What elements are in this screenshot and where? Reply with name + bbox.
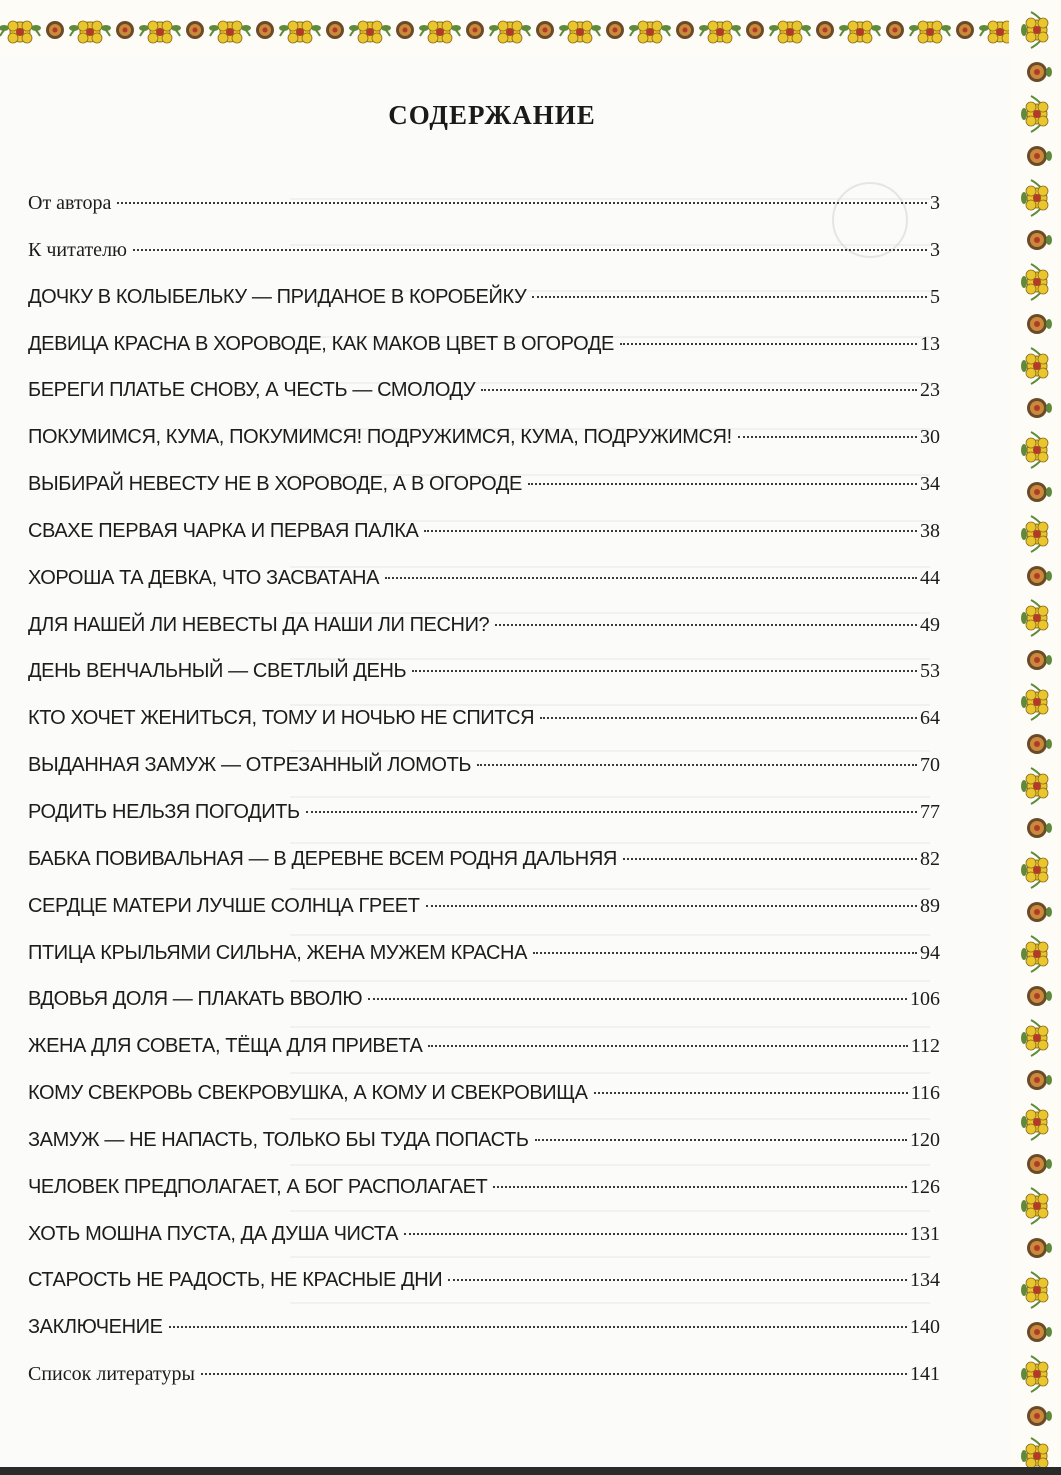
toc-entry-title: ПОКУМИМСЯ, КУМА, ПОКУМИМСЯ! ПОДРУЖИМСЯ, КУМА, ПОДРУЖИМСЯ! (28, 426, 732, 449)
toc-entry-title: БЕРЕГИ ПЛАТЬЕ СНОВУ, А ЧЕСТЬ — СМОЛОДУ (28, 379, 476, 402)
toc-entry-title: ДЛЯ НАШЕЙ ЛИ НЕВЕСТЫ ДА НАШИ ЛИ ПЕСНИ? (28, 613, 490, 636)
toc-entry-title: КТО ХОЧЕТ ЖЕНИТЬСЯ, ТОМУ И НОЧЬЮ НЕ СПИТСЯ (28, 707, 535, 730)
toc-page-number: 140 (910, 1316, 940, 1339)
table-of-contents (28, 184, 940, 1402)
toc-leader-dots (424, 530, 917, 532)
toc-entry-title: СЕРДЦЕ МАТЕРИ ЛУЧШЕ СОЛНЦА ГРЕЕТ (28, 894, 420, 917)
toc-page-number: 134 (910, 1269, 940, 1292)
toc-entry-title: ХОРОША ТА ДЕВКА, ЧТО ЗАСВАТАНА (28, 566, 380, 589)
toc-page-number: 141 (910, 1363, 940, 1386)
toc-entry[interactable] (28, 1215, 940, 1262)
toc-entry-title: БАБКА ПОВИВАЛЬНАЯ — В ДЕРЕВНЕ ВСЕМ РОДНЯ ДАЛЬНЯЯ (28, 847, 617, 870)
toc-page-number: 3 (930, 192, 940, 214)
toc-entry[interactable] (28, 465, 940, 512)
toc-page-number: 77 (920, 800, 940, 823)
toc-page-number: 23 (920, 379, 940, 402)
toc-leader-dots (412, 670, 917, 672)
toc-leader-dots (404, 1233, 907, 1235)
toc-entry-title: От автора (28, 192, 112, 214)
toc-entry[interactable] (28, 606, 940, 653)
toc-entry-title: ВДОВЬЯ ДОЛЯ — ПЛАКАТЬ ВВОЛЮ (28, 988, 363, 1011)
toc-leader-dots (169, 1326, 907, 1328)
bottom-edge (0, 1467, 1061, 1475)
toc-entry[interactable] (28, 325, 940, 372)
toc-entry[interactable] (28, 231, 940, 278)
toc-entry[interactable] (28, 278, 940, 325)
toc-leader-dots (385, 577, 917, 579)
page-title: СОДЕРЖАНИЕ (388, 100, 596, 130)
toc-leader-dots (535, 1139, 907, 1141)
toc-leader-dots (540, 717, 917, 719)
toc-entry-title: РОДИТЬ НЕЛЬЗЯ ПОГОДИТЬ (28, 800, 300, 823)
toc-page-number: 82 (920, 847, 940, 870)
toc-leader-dots (623, 858, 917, 860)
toc-leader-dots (594, 1092, 908, 1094)
toc-entry-title: Список литературы (28, 1363, 195, 1386)
toc-page-number: 64 (920, 707, 940, 730)
toc-entry[interactable] (28, 1168, 940, 1215)
ornament-border-right (1009, 0, 1061, 1475)
toc-leader-dots (528, 483, 917, 485)
toc-page-number: 106 (910, 988, 940, 1011)
toc-entry[interactable] (28, 652, 940, 699)
toc-leader-dots (201, 1373, 907, 1375)
toc-entry-title: К читателю (28, 238, 127, 261)
toc-entry-title: ЧЕЛОВЕК ПРЕДПОЛАГАЕТ, А БОГ РАСПОЛАГАЕТ (28, 1175, 488, 1198)
toc-entry-title: ВЫДАННАЯ ЗАМУЖ — ОТРЕЗАННЫЙ ЛОМОТЬ (28, 754, 472, 777)
toc-entry-title: ПТИЦА КРЫЛЬЯМИ СИЛЬНА, ЖЕНА МУЖЕМ КРАСНА (28, 941, 528, 964)
toc-entry[interactable] (28, 1308, 940, 1355)
toc-entry[interactable] (28, 840, 940, 887)
toc-entry[interactable] (28, 746, 940, 793)
toc-entry-title: ВЫБИРАЙ НЕВЕСТУ НЕ В ХОРОВОДЕ, А В ОГОРОДЕ (28, 473, 522, 496)
toc-leader-dots (117, 202, 927, 204)
toc-page-number: 89 (920, 894, 940, 917)
toc-entry[interactable] (28, 371, 940, 418)
toc-entry[interactable] (28, 1074, 940, 1121)
toc-entry-title: ЖЕНА ДЛЯ СОВЕТА, ТЁЩА ДЛЯ ПРИВЕТА (28, 1035, 423, 1058)
toc-entry-title: СТАРОСТЬ НЕ РАДОСТЬ, НЕ КРАСНЫЕ ДНИ (28, 1269, 443, 1292)
toc-leader-dots (428, 1045, 907, 1047)
toc-entry[interactable] (28, 793, 940, 840)
toc-leader-dots (533, 952, 917, 954)
toc-page-number: 5 (930, 285, 940, 308)
toc-entry[interactable] (28, 1355, 940, 1402)
toc-leader-dots (477, 764, 917, 766)
toc-page-number: 49 (920, 613, 940, 636)
toc-page-number: 120 (910, 1128, 940, 1151)
toc-entry[interactable] (28, 1261, 940, 1308)
toc-page-number: 38 (920, 519, 940, 542)
toc-page-number: 44 (920, 566, 940, 589)
toc-page-number: 13 (920, 332, 940, 355)
toc-entry[interactable] (28, 184, 940, 231)
toc-page-number: 70 (920, 754, 940, 777)
toc-leader-dots (426, 905, 917, 907)
toc-entry-title: ДЕНЬ ВЕНЧАЛЬНЫЙ — СВЕТЛЫЙ ДЕНЬ (28, 660, 407, 683)
toc-leader-dots (481, 389, 917, 391)
toc-entry[interactable] (28, 887, 940, 934)
toc-leader-dots (532, 296, 927, 298)
toc-entry[interactable] (28, 1121, 940, 1168)
toc-entry-title: КОМУ СВЕКРОВЬ СВЕКРОВУШКА, А КОМУ И СВЕКРОВИЩА (28, 1082, 588, 1105)
ornament-border-top (0, 0, 1061, 56)
toc-entry[interactable] (28, 934, 940, 981)
toc-leader-dots (495, 624, 917, 626)
toc-entry-title: СВАХЕ ПЕРВАЯ ЧАРКА И ПЕРВАЯ ПАЛКА (28, 519, 419, 542)
toc-leader-dots (738, 436, 917, 438)
toc-page-number: 131 (910, 1222, 940, 1245)
toc-entry[interactable] (28, 418, 940, 465)
toc-page-number: 34 (920, 473, 940, 496)
toc-entry[interactable] (28, 559, 940, 606)
toc-page-number: 53 (920, 660, 940, 683)
toc-page-number: 126 (910, 1175, 940, 1198)
toc-entry-title: ЗАКЛЮЧЕНИЕ (28, 1316, 163, 1339)
toc-page-number: 30 (920, 426, 940, 449)
toc-entry-title: ЗАМУЖ — НЕ НАПАСТЬ, ТОЛЬКО БЫ ТУДА ПОПАСТЬ (28, 1128, 529, 1151)
toc-page-number: 3 (930, 238, 940, 261)
toc-page-number: 112 (910, 1035, 940, 1058)
toc-entry-title: ДЕВИЦА КРАСНА В ХОРОВОДЕ, КАК МАКОВ ЦВЕТ В ОГОРОДЕ (28, 332, 614, 355)
toc-leader-dots (448, 1279, 907, 1281)
toc-entry-title: ДОЧКУ В КОЛЫБЕЛЬКУ — ПРИДАНОЕ В КОРОБЕЙКУ (28, 285, 527, 308)
toc-entry[interactable] (28, 980, 940, 1027)
toc-page-number: 116 (910, 1082, 940, 1105)
toc-leader-dots (306, 811, 917, 813)
toc-leader-dots (368, 998, 907, 1000)
toc-entry[interactable] (28, 1027, 940, 1074)
toc-leader-dots (133, 249, 927, 251)
toc-entry-title: ХОТЬ МОШНА ПУСТА, ДА ДУША ЧИСТА (28, 1222, 399, 1245)
toc-leader-dots (620, 343, 917, 345)
toc-page-number: 94 (920, 941, 940, 964)
toc-entry[interactable] (28, 699, 940, 746)
toc-leader-dots (493, 1186, 907, 1188)
toc-entry[interactable] (28, 512, 940, 559)
